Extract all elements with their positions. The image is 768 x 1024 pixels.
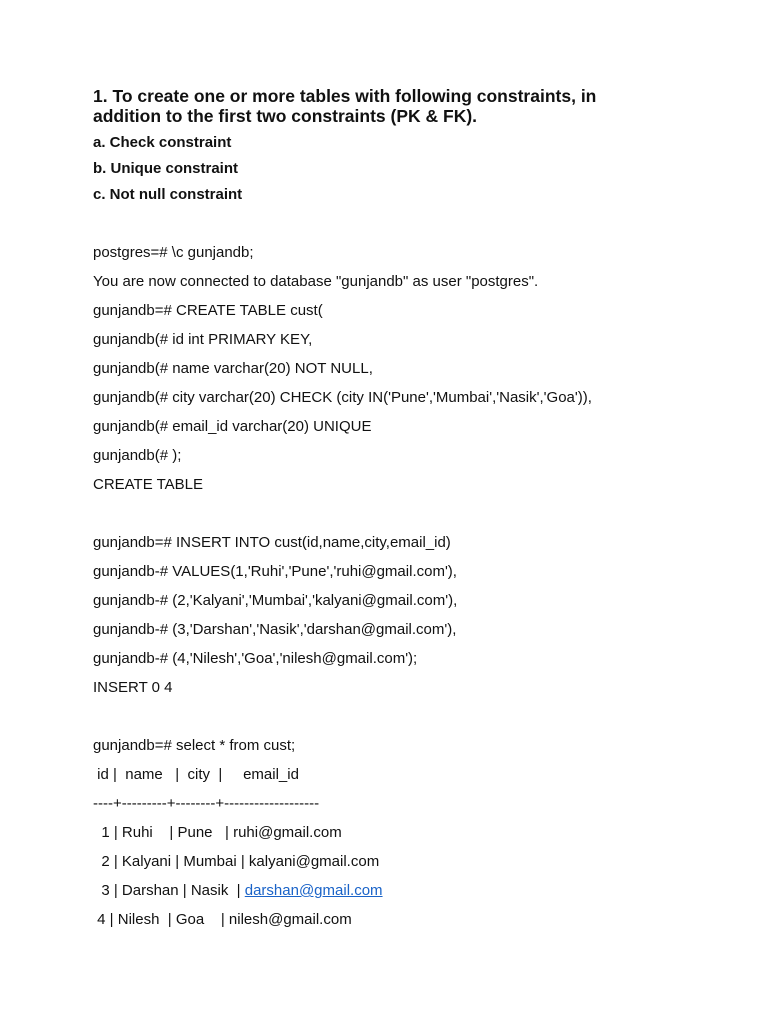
document-page [93,86,693,930]
heading-line-2: addition to the first two constraints (PK & FK). [93,106,478,126]
row-prefix: 1 | Ruhi | Pune | [93,824,234,841]
code-line: gunjandb-# VALUES(1,'Ruhi','Pune','ruhi@gmail.com'), [93,563,457,580]
select-block [93,736,693,930]
subitem-check: a. Check constraint [93,134,232,151]
row-email: ruhi@gmail.com [233,824,342,841]
row-prefix: 2 | Kalyani | Mumbai | [93,853,249,870]
result-separator: ----+---------+--------+------------------- [93,795,320,812]
table-row [93,823,693,843]
code-line: gunjandb-# (4,'Nilesh','Goa','nilesh@gmail.com'); [93,650,418,667]
code-line: INSERT 0 4 [93,679,173,696]
heading-line-1: 1. To create one or more tables with following constraints, in [93,86,597,106]
table-row [93,852,693,872]
table-row [93,910,693,930]
code-line: gunjandb-# (3,'Darshan','Nasik','darshan@gmail.com'), [93,621,457,638]
insert-block [93,533,693,698]
question-heading [93,86,693,126]
create-table-block [93,243,693,495]
code-line: gunjandb(# name varchar(20) NOT NULL, [93,360,373,377]
code-line: CREATE TABLE [93,476,204,493]
row-prefix: 4 | Nilesh | Goa | [93,911,229,928]
code-line: gunjandb-# (2,'Kalyani','Mumbai','kalyani@gmail.com'), [93,592,458,609]
row-email: kalyani@gmail.com [248,853,380,870]
subitem-unique: b. Unique constraint [93,160,239,177]
row-email: nilesh@gmail.com [228,911,352,928]
code-line: postgres=# \c gunjandb; [93,244,254,261]
code-line: gunjandb=# CREATE TABLE cust( [93,302,323,319]
code-line: gunjandb=# INSERT INTO cust(id,name,city,email_id) [93,534,451,551]
table-row [93,881,693,901]
code-line: gunjandb(# ); [93,447,182,464]
code-line: gunjandb(# id int PRIMARY KEY, [93,331,313,348]
subitem-notnull: c. Not null constraint [93,186,243,203]
row-prefix: 3 | Darshan | Nasik | [93,882,245,899]
code-line: gunjandb(# email_id varchar(20) UNIQUE [93,418,372,435]
email-link[interactable]: darshan@gmail.com [244,882,383,899]
code-line: You are now connected to database "gunjandb" as user "postgres". [93,273,539,290]
code-line: gunjandb=# select * from cust; [93,737,296,754]
code-line: gunjandb(# city varchar(20) CHECK (city IN('Pune','Mumbai','Nasik','Goa')), [93,389,592,406]
result-header: id | name | city | email_id [93,766,299,783]
